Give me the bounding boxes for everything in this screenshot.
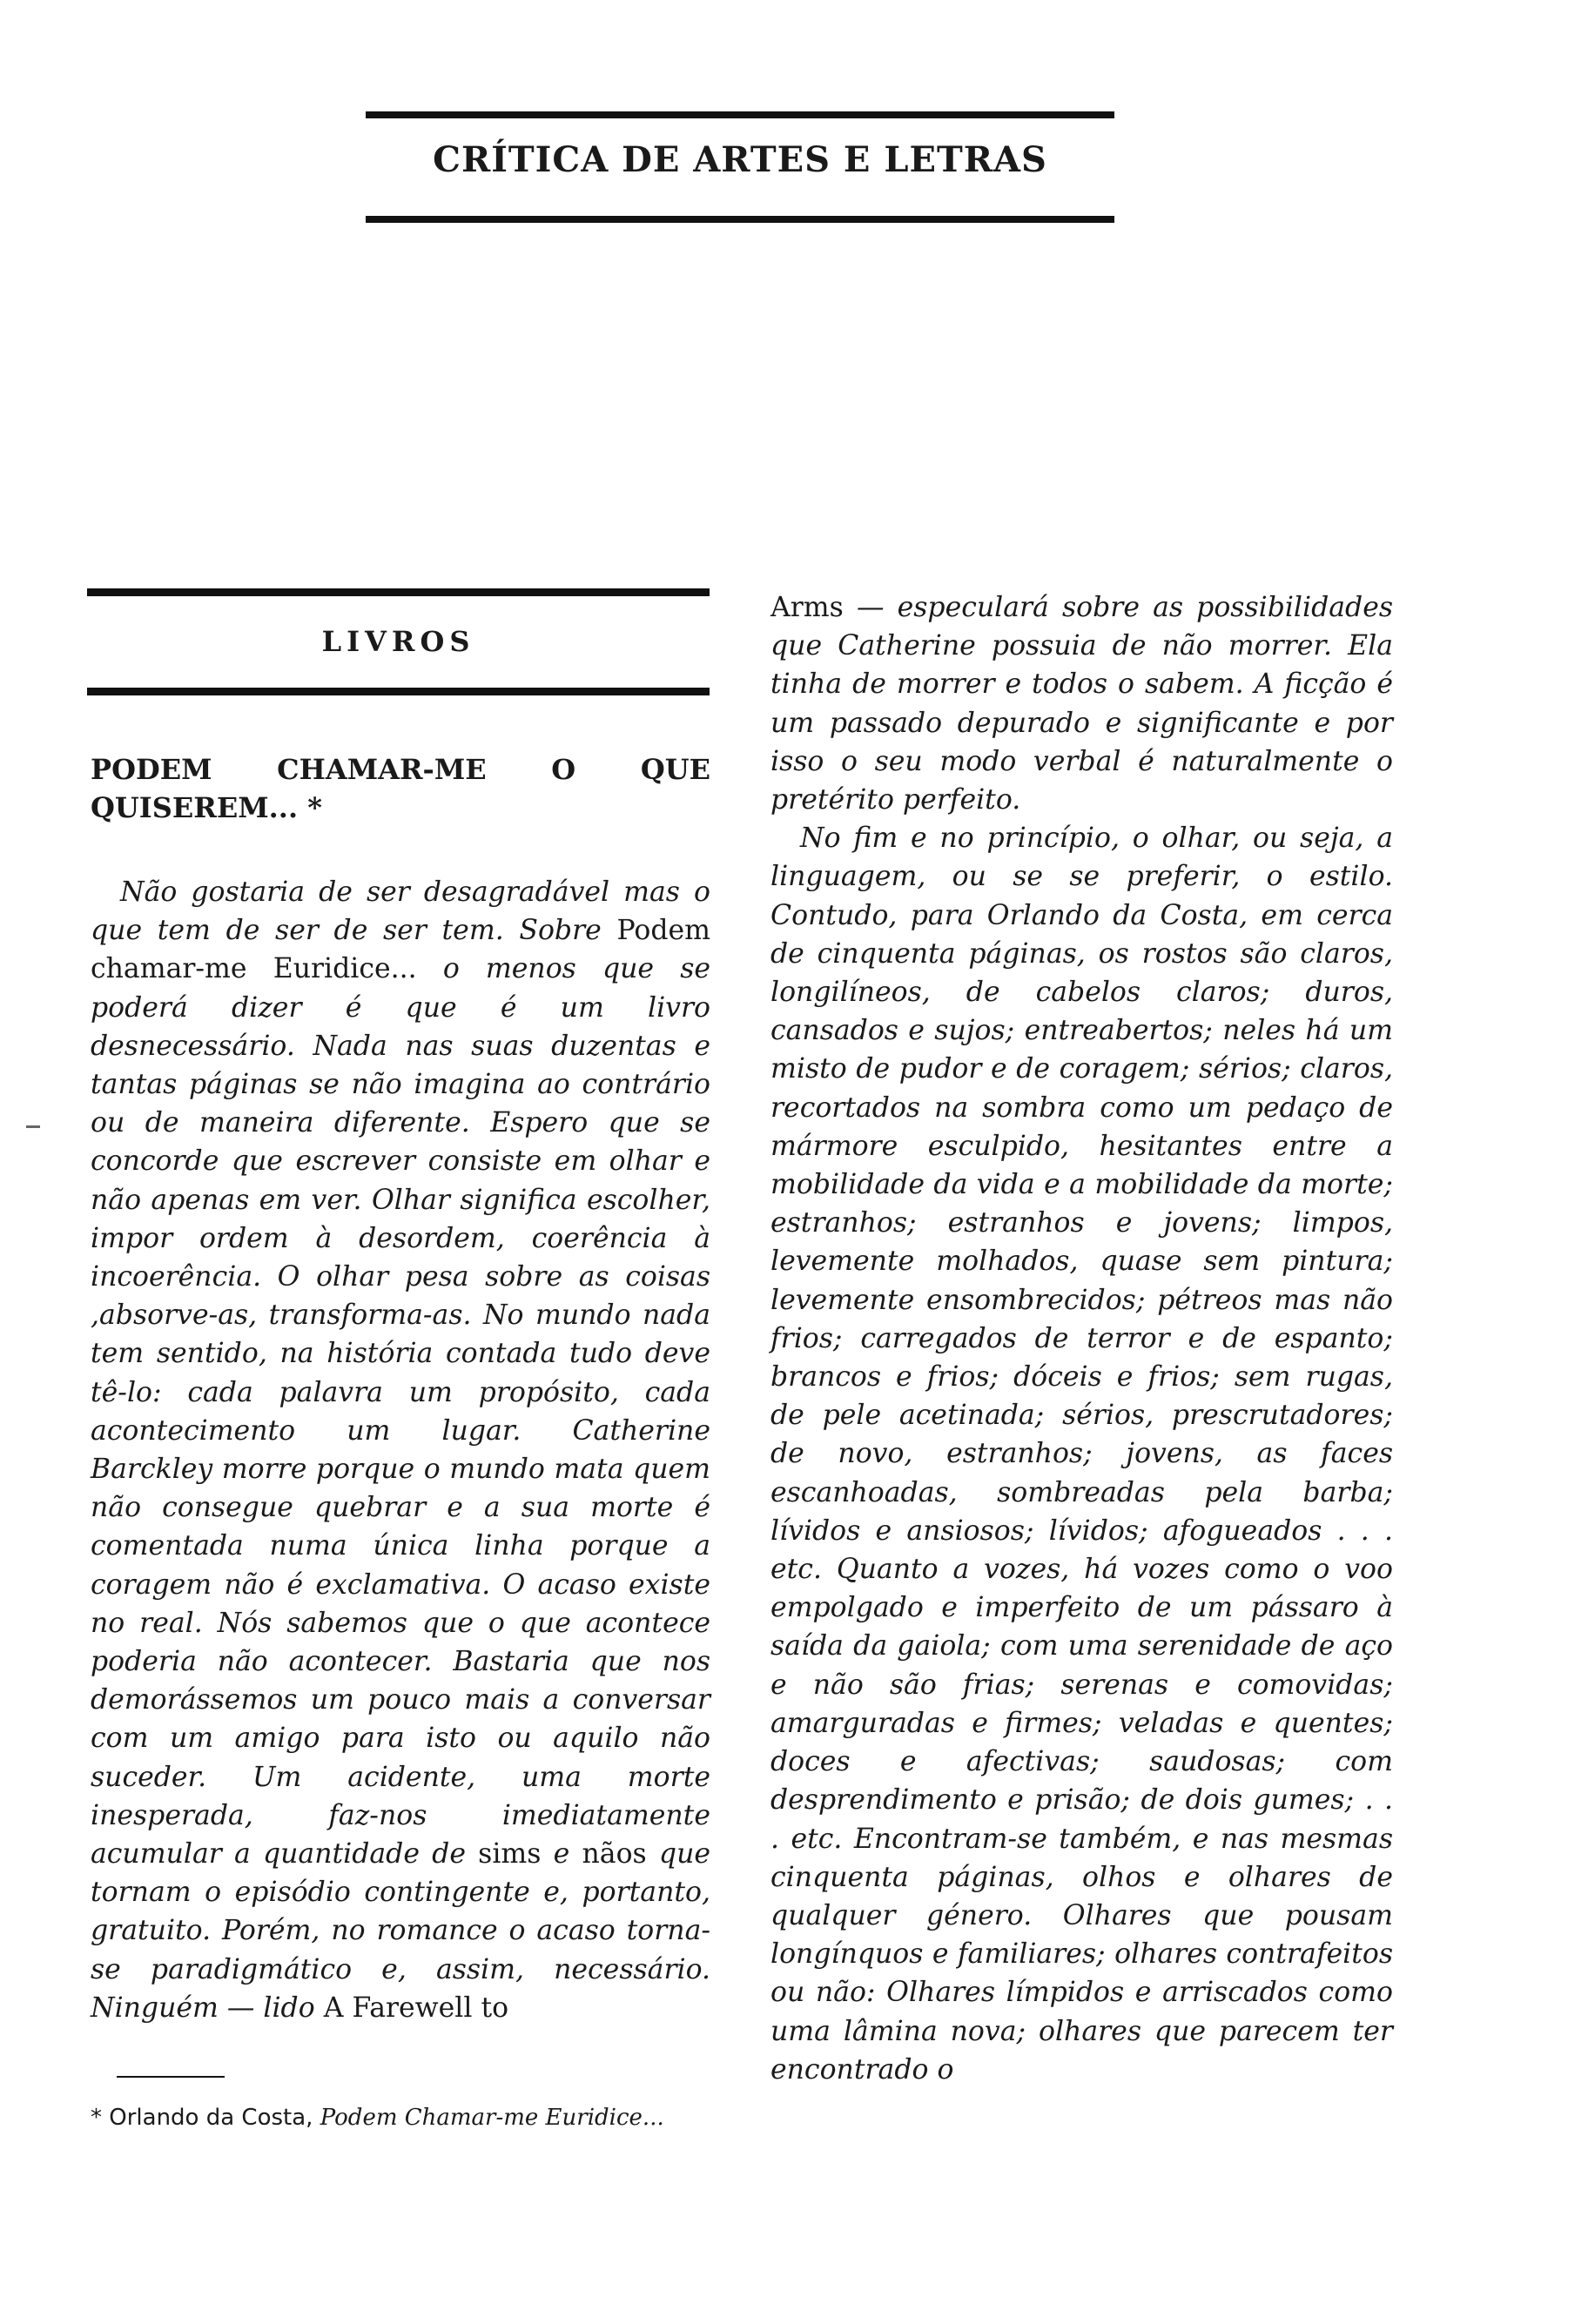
footnote <box>91 2100 710 2135</box>
text-run: o menos que se poderá dizer é que é um livro desnecessário. Nada nas suas duzentas e tantas páginas se não imagina ao contrário ou de maneira diferente. Espero que se concorde que escrever consiste em olhar e não apenas em ver. Olhar significa escolher, impor ordem à desordem, coerência à incoerência. O olhar pesa sobre as coisas ,absorve-as, transforma-as. No mundo nada tem sentido, na história contada tudo deve tê-lo: cada palavra um propósito, cada acontecimento um lugar. Catherine Barckley morre porque o mundo mata quem não consegue quebrar e a sua morte é comentada numa única linha porque a coragem não é exclamativa. O acaso existe no real. Nós sabemos que o que acontece poderia não acontecer. Bastaria que nos demorássemos um pouco mais a conversar com um amigo para isto ou aquilo não suceder. Um acidente, uma morte inesperada, faz-nos imediatamente acumular a quantidade de <box>91 953 710 1871</box>
text-run: que tornam o episódio contingente e, portanto, gratuito. Porém, no romance o acaso torna-se paradigmático e, assim, necessário. Ninguém — lido <box>91 1838 710 2024</box>
header-rule-top <box>366 111 1114 118</box>
footnote-rule <box>117 2076 225 2078</box>
section-rule-bottom <box>87 688 710 695</box>
text-run: Não gostaria de ser desagradável mas o que tem de ser de ser tem. Sobre <box>91 877 710 947</box>
section-rule-top <box>87 588 710 596</box>
book-title-run: A Farewell to <box>323 1992 509 2024</box>
footnote-book-title: Podem Chamar-me Euridice... <box>320 2105 664 2131</box>
right-column <box>770 588 1393 2089</box>
section-title: LIVROS <box>321 625 475 658</box>
paragraph <box>770 588 1393 819</box>
text-run: — especulará sobre as possibilidades que Catherine possuia de não morrer. Ela tinha de morrer e todos o sabem. A ficção é um passado depurado e significante e por isso o seu modo verbal é naturalmente o pretérito perfeito. <box>770 592 1393 816</box>
paragraph: No fim e no princípio, o olhar, ou seja, a linguagem, ou se se preferir, o estilo. Contudo, para Orlando da Costa, em cerca de cinquenta páginas, os rostos são claros, longilíneos, de cabelos claros; duros, cansados e sujos; entreabertos; neles há um misto de pudor e de coragem; sérios; claros, recortados na sombra como um pedaço de mármore esculpido, hesitantes entre a mobilidade da vida e a mobilidade da morte; estranhos; estranhos e jovens; limpos, levemente molhados, quase sem pintura; levemente ensombrecidos; pétreos mas não frios; carregados de terror e de espanto; brancos e frios; dóceis e frios; sem rugas, de pele acetinada; sérios, prescrutadores; de novo, estranhos; jovens, as faces escanhoadas, sombreadas pela barba; lívidos e ansiosos; lívidos; afogueados . . . etc. Quanto a vozes, há vozes como o voo empolgado e imperfeito de um pássaro à saída da gaiola; com uma serenidade de aço e não são frias; serenas e comovidas; amarguradas e firmes; veladas e quentes; doces e afectivas; saudosas; com desprendimento e prisão; de dois gumes; . . . etc. Encontram-se também, e nas mesmas cinquenta páginas, olhos e olhares de qualquer género. Olhares que pousam longínquos e familiares; olhares contrafeitos ou não: Olhares límpidos e arriscados como uma lâmina nova; olhares que parecem ter encontrado o <box>770 823 1393 2086</box>
text-run: nãos <box>582 1838 647 1871</box>
header-rule-bottom <box>366 216 1114 223</box>
footnote-mark: * <box>91 2105 102 2131</box>
article-title: PODEM CHAMAR-ME O QUE QUISEREM... * <box>91 753 710 824</box>
left-column <box>91 873 710 2027</box>
running-head: CRÍTICA DE ARTES E LETRAS <box>433 139 1047 180</box>
text-run: sims <box>478 1838 542 1871</box>
margin-mark <box>26 1125 40 1128</box>
footnote-author: Orlando da Costa, <box>102 2105 320 2131</box>
paragraph <box>91 873 710 2027</box>
text-run: e <box>541 1838 582 1871</box>
book-title-run: Arms <box>770 592 844 623</box>
book-title-run: Podem chamar-me Euridice... <box>91 915 710 985</box>
